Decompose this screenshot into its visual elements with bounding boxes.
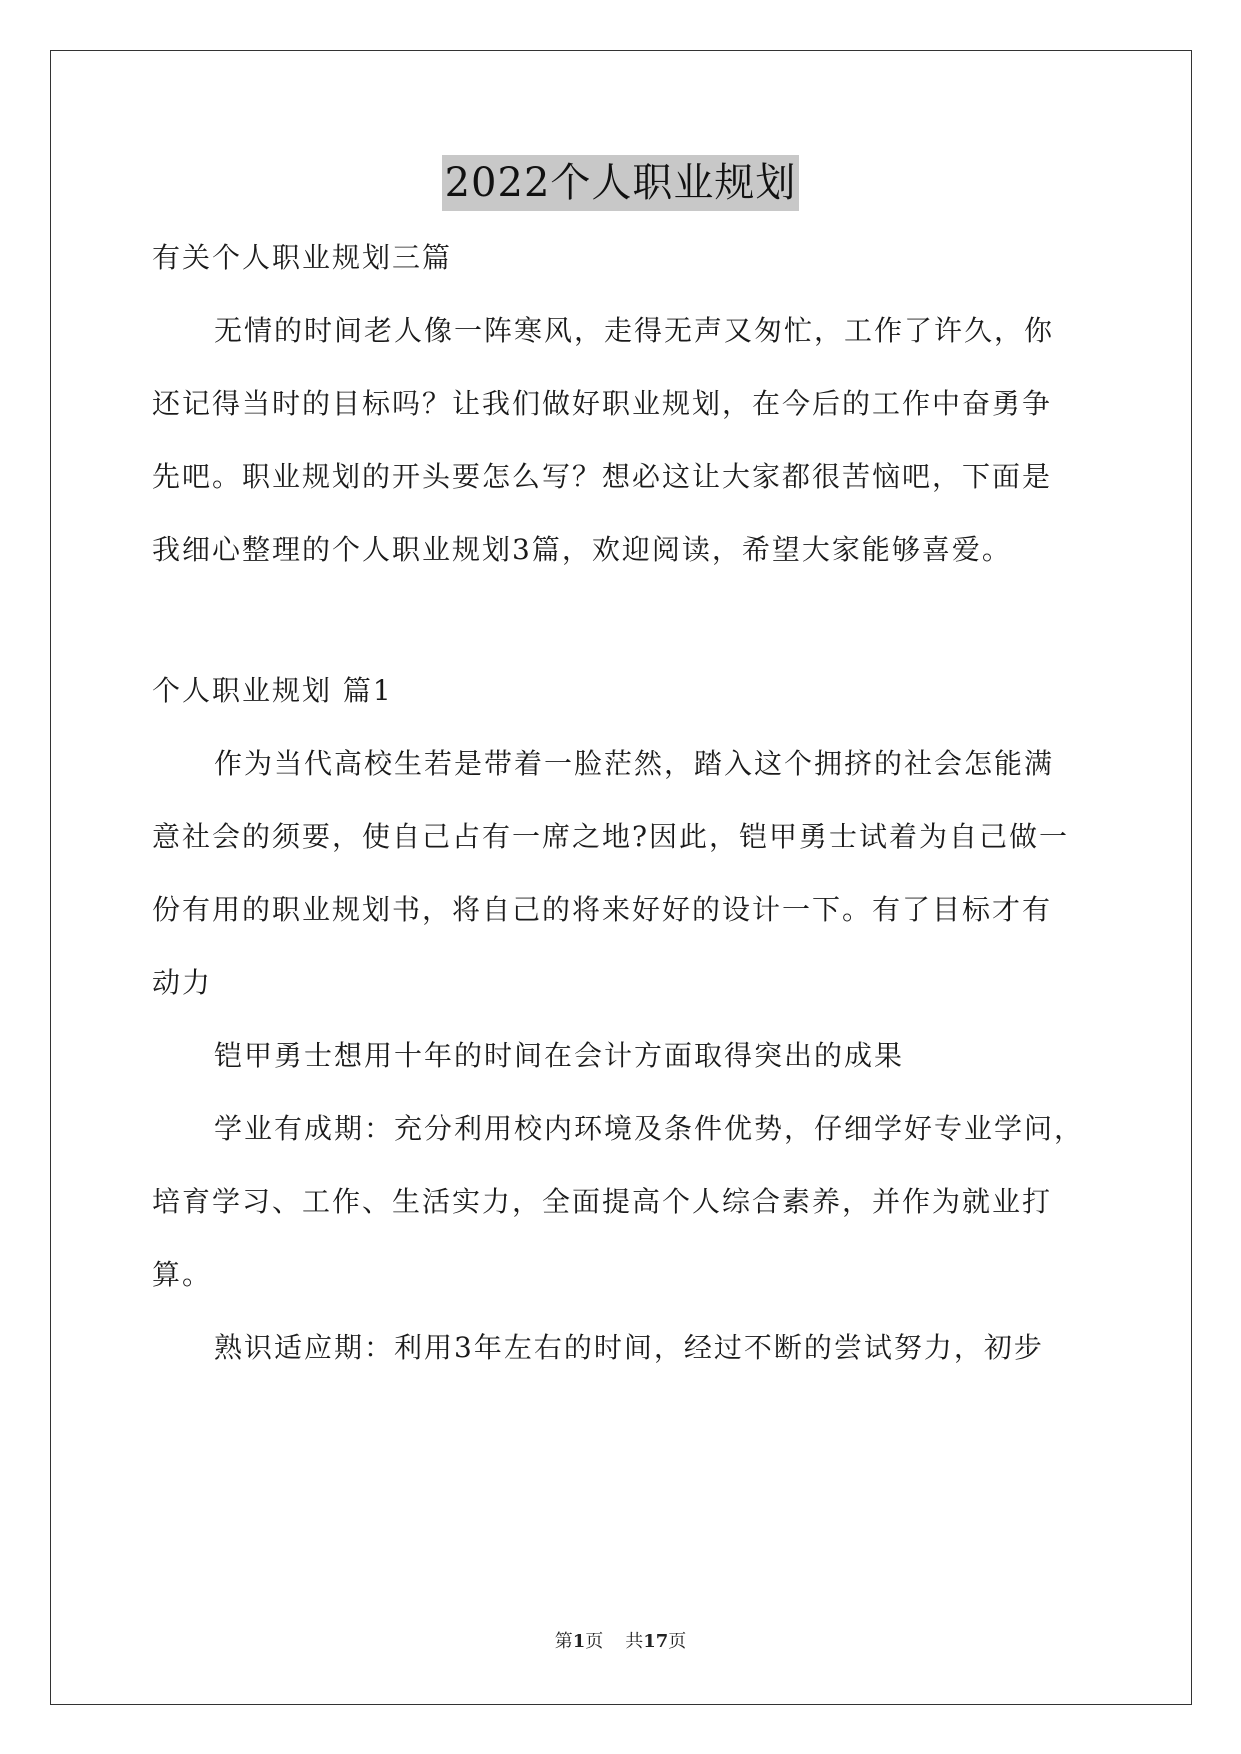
intro-line: 无情的时间老人像一阵寒风，走得无声又匆忙，工作了许久，你	[214, 314, 1055, 347]
page-suffix: 页	[585, 1631, 604, 1652]
total-pages: 17	[643, 1631, 669, 1652]
title-container	[0, 155, 1241, 211]
total-prefix: 共	[625, 1631, 644, 1652]
section-paragraph-line: 份有用的职业规划书，将自己的将来好好的设计一下。有了目标才有	[152, 893, 1053, 926]
page-border	[50, 50, 1192, 1705]
stage1-line: 培育学习、工作、生活实力，全面提高个人综合素养，并作为就业打	[152, 1185, 1053, 1218]
intro-line: 先吧。职业规划的开头要怎么写？想必这让大家都很苦恼吧，下面是	[152, 460, 1053, 493]
section-paragraph-line: 意社会的须要，使自己占有一席之地?因此，铠甲勇士试着为自己做一	[152, 820, 1070, 853]
document-title: 2022个人职业规划	[442, 155, 800, 211]
page-number: 1	[572, 1631, 586, 1652]
page-prefix: 第	[554, 1631, 573, 1652]
total-suffix: 页	[668, 1631, 687, 1652]
section-paragraph-line: 作为当代高校生若是带着一脸茫然，踏入这个拥挤的社会怎能满	[214, 747, 1055, 780]
stage1-line: 算。	[152, 1258, 213, 1291]
intro-line: 我细心整理的个人职业规划3篇，欢迎阅读，希望大家能够喜爱。	[152, 533, 1012, 566]
section-heading: 个人职业规划 篇1	[152, 674, 393, 707]
goal-line: 铠甲勇士想用十年的时间在会计方面取得突出的成果	[214, 1039, 905, 1072]
page-footer	[0, 1630, 1241, 1654]
stage2-line: 熟识适应期：利用3年左右的时间，经过不断的尝试努力，初步	[214, 1331, 1044, 1364]
intro-line: 还记得当时的目标吗？让我们做好职业规划，在今后的工作中奋勇争	[152, 387, 1053, 420]
document-subtitle: 有关个人职业规划三篇	[152, 241, 453, 274]
stage1-line: 学业有成期：充分利用校内环境及条件优势，仔细学好专业学问，	[214, 1112, 1085, 1145]
section-paragraph-line: 动力	[152, 966, 213, 999]
